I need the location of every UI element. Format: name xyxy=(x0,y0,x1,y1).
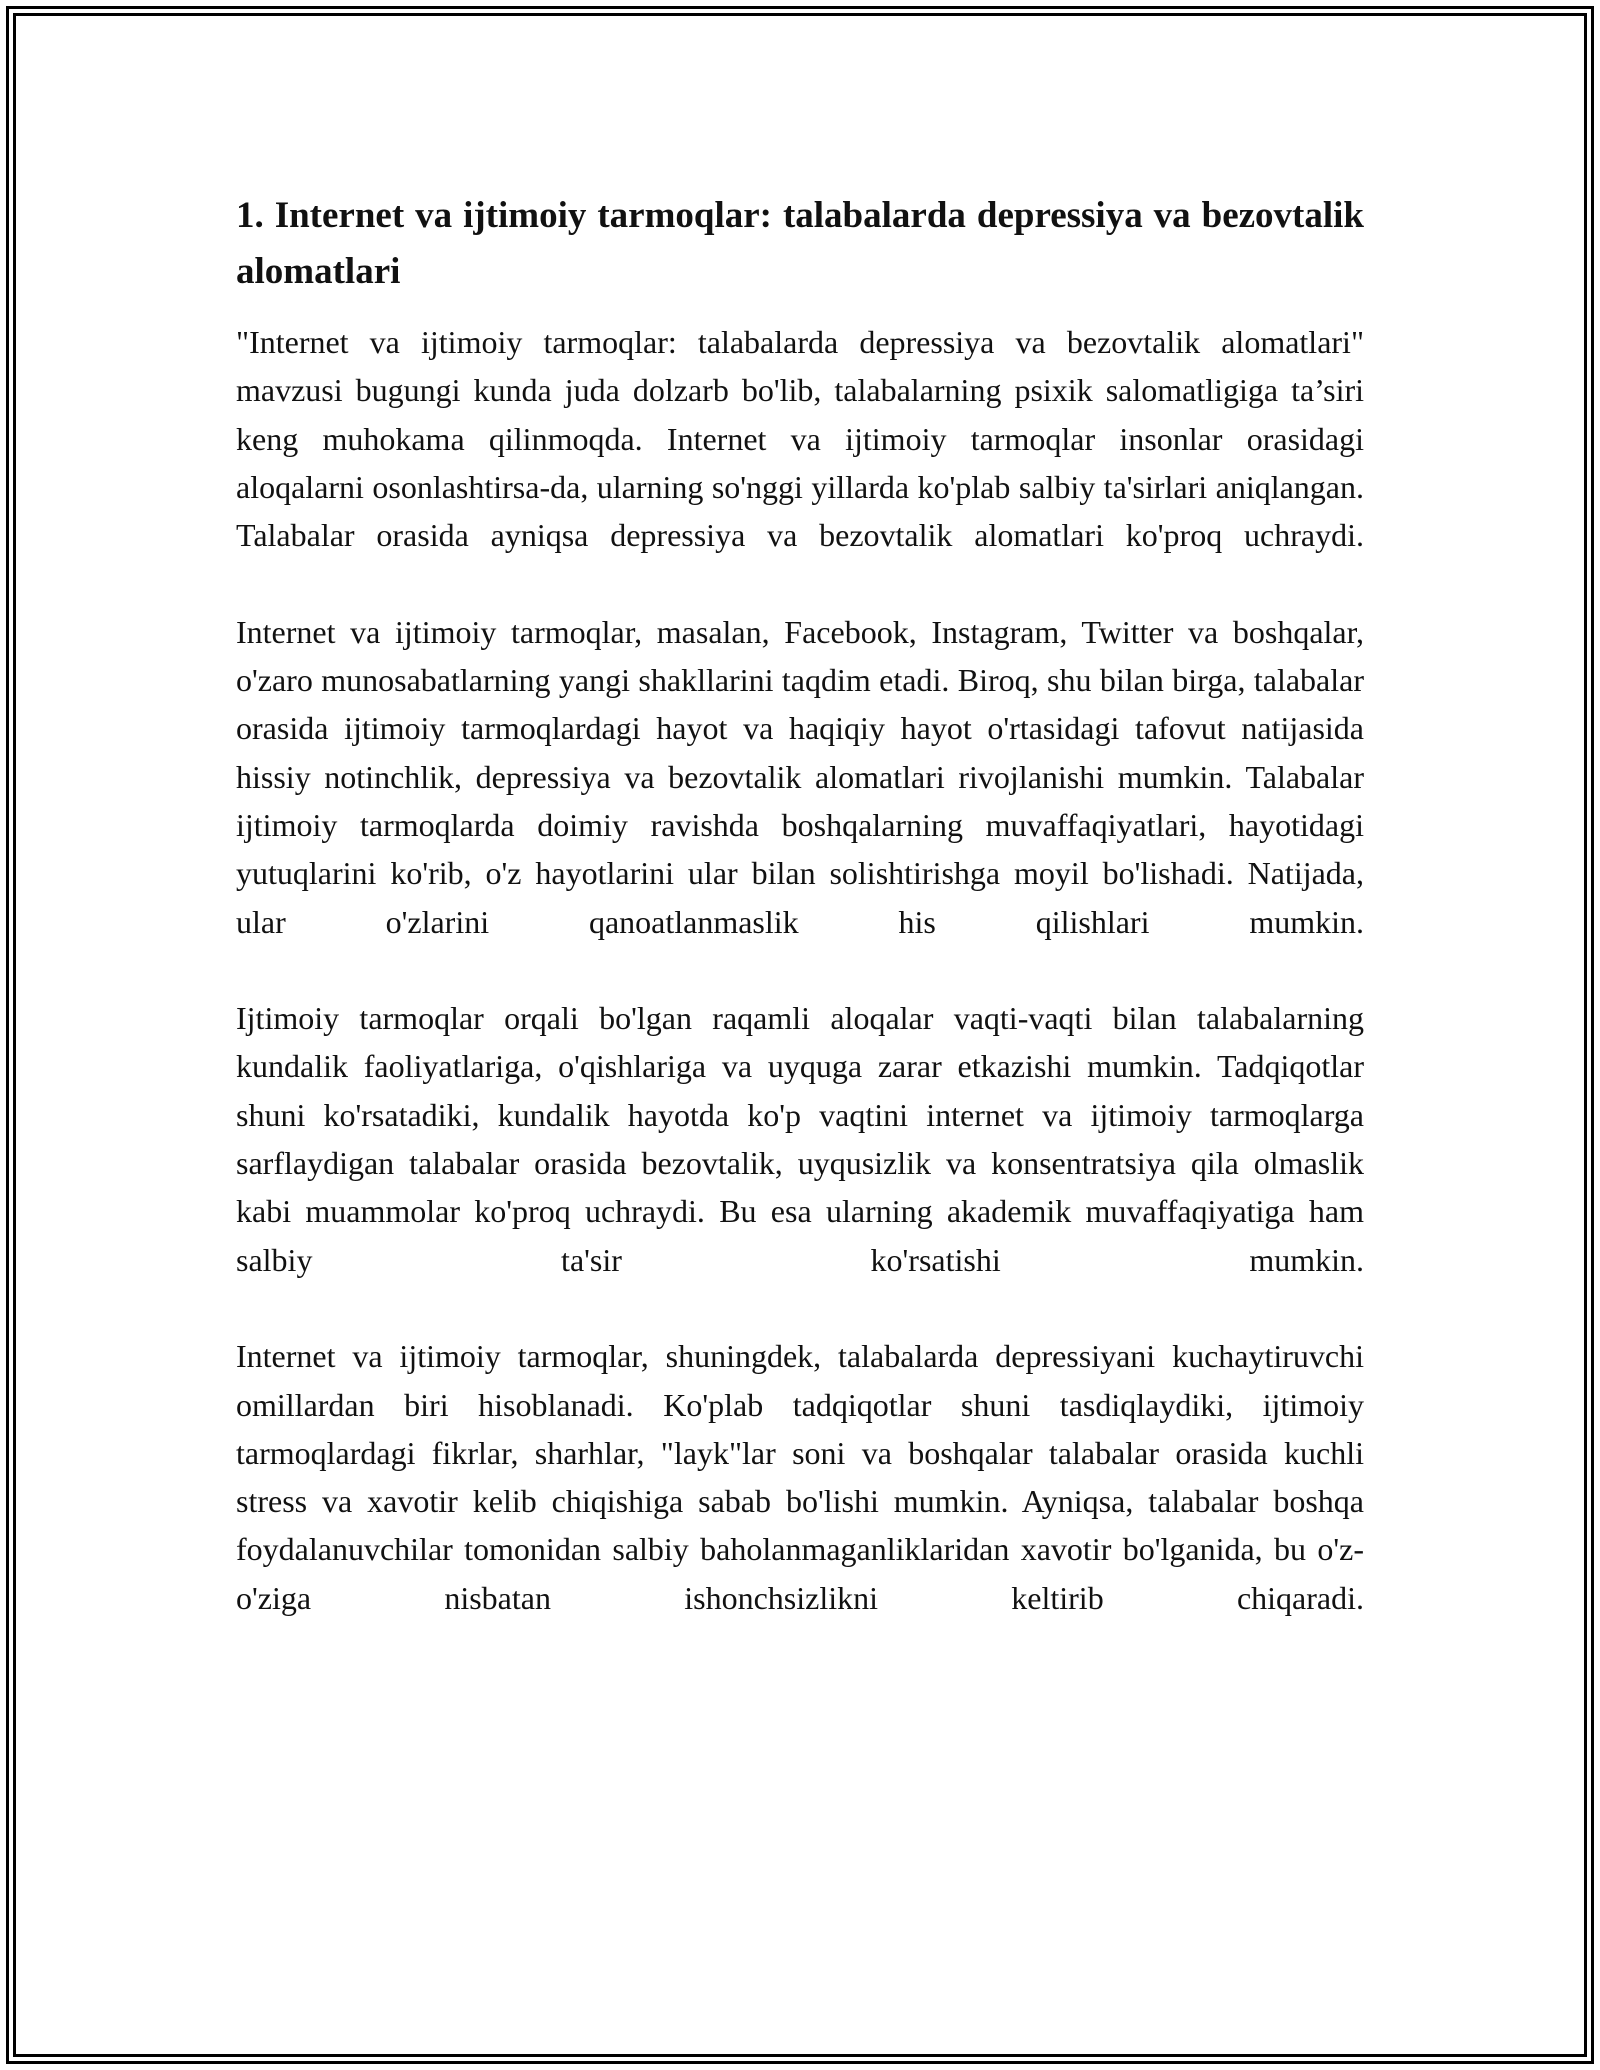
paragraph-3: Ijtimoiy tarmoqlar orqali bo'lgan raqamli aloqalar vaqti-vaqti bilan talabalarning kundalik faoliyatlariga, o'qishlariga va uyquga zarar etkazishi mumkin. Tadqiqotlar shuni ko'rsatadiki, kundalik hayotda ko'p vaqtini internet va ijtimoiy tarmoqlarga sarflaydigan talabalar orasida bezovtalik, uyqusizlik va konsentratsiya qila olmaslik kabi muammolar ko'proq uchraydi. Bu esa ularning akademik muvaffaqiyatiga ham salbiy ta'sir ko'rsatishi mumkin. xyxy=(236,1000,1364,1278)
paragraph-1: "Internet va ijtimoiy tarmoqlar: talabalarda depressiya va bezovtalik alomatlari" mavzusi bugungi kunda juda dolzarb bo'lib, talabalarning psixik salomatligiga ta’siri keng muhokama qilinmoqda. Internet va ijtimoiy tarmoqlar insonlar orasidagi aloqalarni osonlashtirsa-da, ularning so'nggi yillarda ko'plab salbiy ta'sirlari aniqlangan. Talabalar orasida ayniqsa depressiya va bezovtalik alomatlari ko'proq uchraydi. xyxy=(236,324,1364,554)
document-body xyxy=(236,188,1364,1622)
paragraph-4: Internet va ijtimoiy tarmoqlar, shuningdek, talabalarda depressiyani kuchaytiruvchi omillardan biri hisoblanadi. Ko'plab tadqiqotlar shuni tasdiqlaydiki, ijtimoiy tarmoqlardagi fikrlar, sharhlar, "layk"lar soni va boshqalar talabalar orasida kuchli stress va xavotir kelib chiqishiga sabab bo'lishi mumkin. Ayniqsa, talabalar boshqa foydalanuvchilar tomonidan salbiy baholanmaganliklaridan xavotir bo'lganida, bu o'z-o'ziga nisbatan ishonchsizlikni keltirib chiqaradi. xyxy=(236,1338,1364,1616)
section-heading: 1. Internet va ijtimoiy tarmoqlar: talabalarda depressiya va bezovtalik alomatlari xyxy=(236,195,1364,292)
paragraph-2: Internet va ijtimoiy tarmoqlar, masalan, Facebook, Instagram, Twitter va boshqalar, o'zaro munosabatlarning yangi shakllarini taqdim etadi. Biroq, shu bilan birga, talabalar orasida ijtimoiy tarmoqlardagi hayot va haqiqiy hayot o'rtasidagi tafovut natijasida hissiy notinchlik, depressiya va bezovtalik alomatlari rivojlanishi mumkin. Talabalar ijtimoiy tarmoqlarda doimiy ravishda boshqalarning muvaffaqiyatlari, hayotidagi yutuqlarini ko'rib, o'z hayotlarini ular bilan solishtirishga moyil bo'lishadi. Natijada, ular o'zlarini qanoatlanmaslik his qilishlari mumkin. xyxy=(236,613,1364,940)
